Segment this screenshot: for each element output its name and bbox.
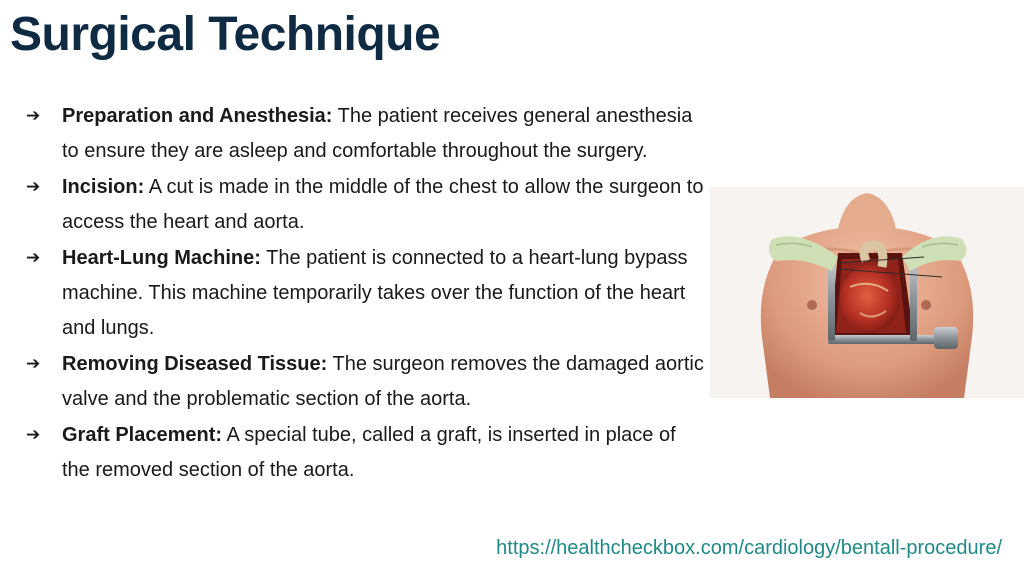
bullet-term: Incision: [62, 175, 145, 198]
arrow-right-icon: ➔ [26, 247, 41, 268]
bullet-item-graft-placement [26, 418, 706, 489]
bullet-text: A cut is made in the middle of the chest to allow the surgeon to access the heart and aorta. [62, 175, 704, 234]
bullet-text: The patient is connected to a heart-lung bypass machine. This machine temporarily takes over the function of the heart and lungs. [62, 246, 688, 340]
bullet-item-preparation-anesthesia [26, 99, 706, 170]
arrow-right-icon: ➔ [26, 424, 41, 445]
arrow-right-icon: ➔ [26, 106, 41, 126]
bullet-item-heart-lung-machine [26, 241, 706, 347]
source-link[interactable]: https://healthcheckbox.com/cardiology/bentall-procedure/ [496, 537, 1002, 559]
slide-title: Surgical Technique [10, 8, 441, 61]
bullet-item-incision [26, 170, 706, 241]
arrow-right-icon: ➔ [26, 176, 41, 197]
bullet-term: Preparation and Anesthesia: [62, 105, 333, 127]
bullet-text: The patient receives general anesthesia to ensure they are asleep and comfortable throughout the surgery. [62, 105, 693, 163]
bullet-term: Graft Placement: [62, 423, 223, 446]
bullet-item-removing-diseased-tissue [26, 347, 706, 418]
bullet-list [26, 99, 706, 488]
bullet-term: Heart-Lung Machine: [62, 246, 261, 269]
bullet-term: Removing Diseased Tissue: [62, 352, 328, 375]
bullet-text: The surgeon removes the damaged aortic valve and the problematic section of the aorta. [62, 352, 704, 411]
arrow-right-icon: ➔ [26, 353, 41, 374]
bullet-text: A special tube, called a graft, is inserted in place of the removed section of the aorta. [62, 423, 676, 482]
open-chest-surgery-illustration [710, 187, 1024, 398]
surgery-illustration-image [710, 187, 1024, 398]
